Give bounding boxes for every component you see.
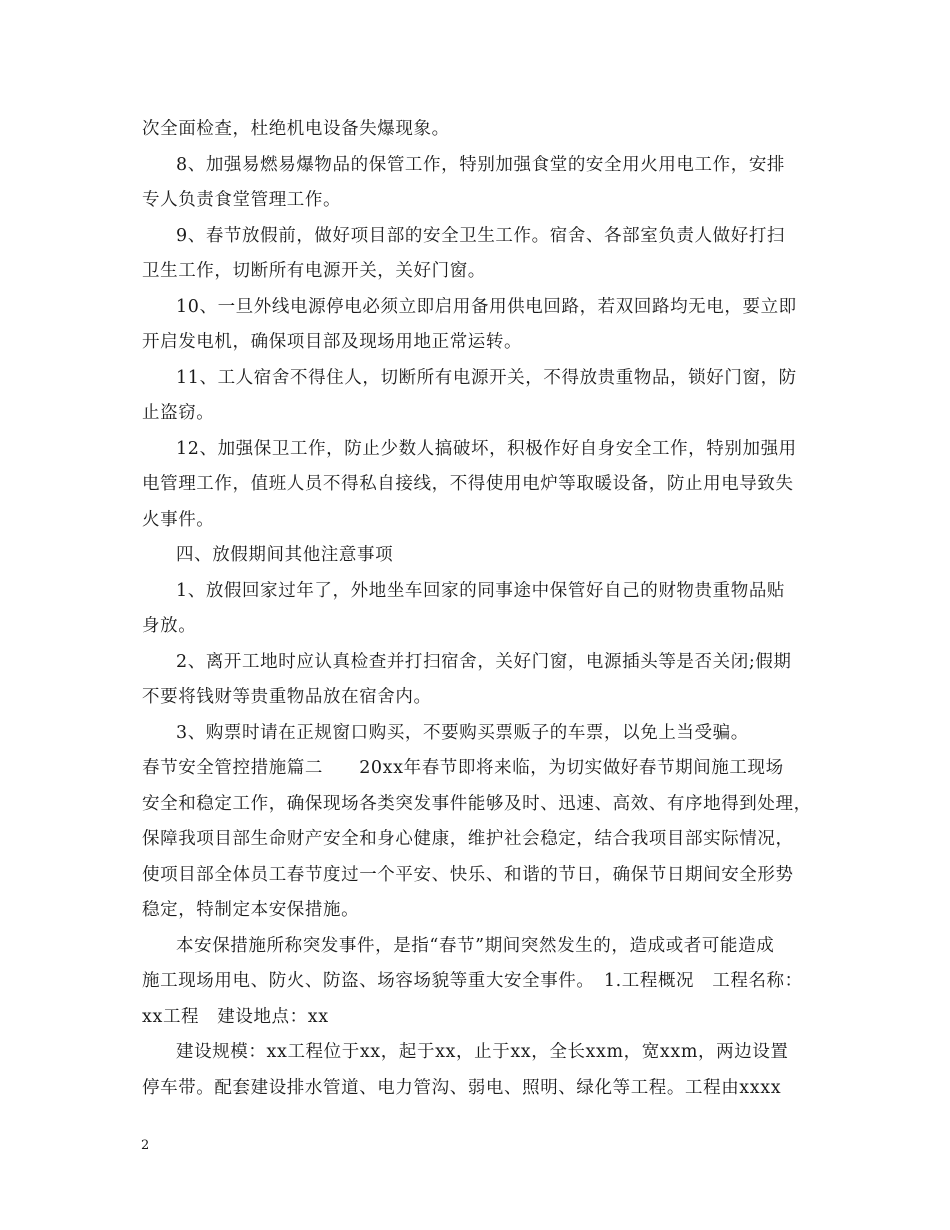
text-line: 安全和稳定工作，确保现场各类突发事件能够及时、迅速、高效、有序地得到处理， <box>142 794 812 814</box>
text-line: 开启发电机，确保项目部及现场用地正常运转。 <box>142 332 523 352</box>
text-line: 本安保措施所称突发事件，是指“春节”期间突然发生的，造成或者可能造成 <box>176 936 775 956</box>
section-heading: 四、放假期间其他注意事项 <box>176 545 394 565</box>
text-line: 10、一旦外线电源停电必须立即启用备用供电回路，若双回路均无电，要立即 <box>176 297 797 317</box>
text-line: 停车带。配套建设排水管道、电力管沟、弱电、照明、绿化等工程。工程由xxxx <box>142 1078 782 1098</box>
text-line: 不要将钱财等贵重物品放在宿舍内。 <box>142 687 432 707</box>
text-line: 次全面检查，杜绝机电设备失爆现象。 <box>142 119 450 139</box>
text-line: 止盗窃。 <box>142 403 215 423</box>
text-line: 稳定，特制定本安保措施。 <box>142 900 360 920</box>
text-line: 8、加强易燃易爆物品的保管工作，特别加强食堂的安全用火用电工作，安排 <box>176 155 786 175</box>
text-line: 身放。 <box>142 616 197 636</box>
text-line: 1、放假回家过年了，外地坐车回家的同事途中保管好自己的财物贵重物品贴 <box>176 581 786 601</box>
text-line: 春节安全管控措施篇二 20xx年春节即将来临，为切实做好春节期间施工现场 <box>142 758 784 778</box>
text-line: 建设规模：xx工程位于xx，起于xx，止于xx，全长xxm，宽xxm，两边设置 <box>176 1042 789 1062</box>
text-line: 卫生工作，切断所有电源开关，关好门窗。 <box>142 261 486 281</box>
text-line: 施工现场用电、防火、防盗、场容场貌等重大安全事件。 1.工程概况 工程名称： <box>142 971 803 991</box>
page-number: 2 <box>141 1138 150 1153</box>
text-line: xx工程 建设地点：xx <box>142 1007 329 1027</box>
text-line: 12、加强保卫工作，防止少数人搞破坏，积极作好自身安全工作，特别加强用 <box>176 439 797 459</box>
text-line: 电管理工作，值班人员不得私自接线，不得使用电炉等取暖设备，防止用电导致失 <box>142 474 794 494</box>
text-line: 3、购票时请在正规窗口购买，不要购买票贩子的车票，以免上当受骗。 <box>176 723 749 743</box>
text-line: 专人负责食堂管理工作。 <box>142 190 342 210</box>
text-line: 11、工人宿舍不得住人，切断所有电源开关，不得放贵重物品，锁好门窗，防 <box>176 368 797 388</box>
text-line: 使项目部全体员工春节度过一个平安、快乐、和谐的节日，确保节日期间安全形势 <box>142 865 794 885</box>
text-line: 保障我项目部生命财产安全和身心健康，维护社会稳定，结合我项目部实际情况， <box>142 829 794 849</box>
text-line: 火事件。 <box>142 510 215 530</box>
text-line: 9、春节放假前，做好项目部的安全卫生工作。宿舍、各部室负责人做好打扫 <box>176 226 786 246</box>
text-line: 2、离开工地时应认真检查并打扫宿舍，关好门窗，电源插头等是否关闭;假期 <box>176 652 792 672</box>
